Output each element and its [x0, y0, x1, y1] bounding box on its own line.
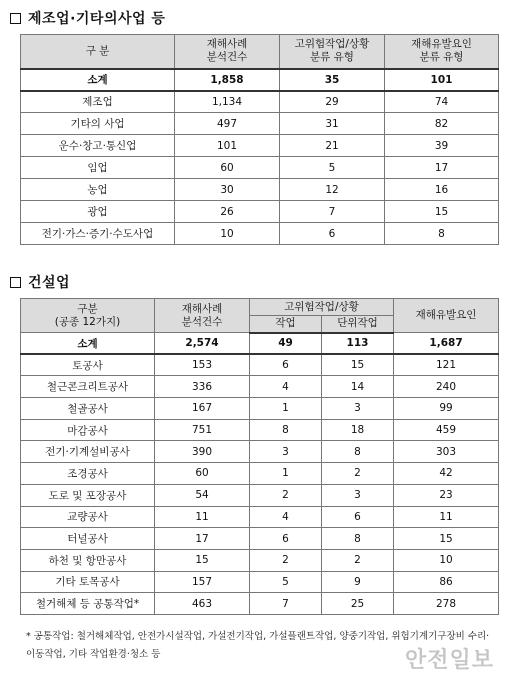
- row-value: 31: [280, 113, 385, 135]
- row-value: 497: [175, 113, 280, 135]
- row-value: 390: [155, 441, 250, 463]
- row-label: 철골공사: [21, 398, 155, 420]
- section-title-text: 건설업: [28, 275, 71, 291]
- row-value: 10: [394, 549, 499, 571]
- header-factor-type: 재해유발요인 분류 유형: [385, 35, 499, 69]
- row-value: 2,574: [155, 333, 250, 355]
- table-row: [21, 528, 499, 550]
- row-label: 기타 토목공사: [21, 571, 155, 593]
- row-value: 4: [250, 376, 322, 398]
- row-value: 99: [394, 398, 499, 420]
- row-value: 60: [175, 157, 280, 179]
- row-value: 21: [280, 135, 385, 157]
- row-value: 11: [155, 506, 250, 528]
- row-label: 기타의 사업: [21, 113, 175, 135]
- table-row: [21, 354, 499, 376]
- table-row: [21, 398, 499, 420]
- table-row: [21, 157, 499, 179]
- row-label: 하천 및 항만공사: [21, 549, 155, 571]
- table-row: [21, 69, 499, 91]
- row-value: 15: [385, 201, 499, 223]
- row-value: 113: [322, 333, 394, 355]
- row-label: 제조업: [21, 91, 175, 113]
- row-label: 소계: [21, 69, 175, 91]
- row-value: 101: [385, 69, 499, 91]
- row-value: 60: [155, 463, 250, 485]
- row-value: 3: [322, 398, 394, 420]
- row-value: 86: [394, 571, 499, 593]
- manufacturing-table: [20, 34, 499, 245]
- row-label: 도로 및 포장공사: [21, 484, 155, 506]
- table-row: [21, 91, 499, 113]
- row-value: 3: [322, 484, 394, 506]
- table-row: [21, 571, 499, 593]
- row-value: 4: [250, 506, 322, 528]
- header-cases: 재해사례 분석건수: [155, 299, 250, 333]
- row-value: 153: [155, 354, 250, 376]
- watermark-logo: 안전일보: [404, 648, 494, 673]
- row-value: 5: [250, 571, 322, 593]
- row-value: 25: [322, 593, 394, 615]
- row-value: 240: [394, 376, 499, 398]
- table-row: [21, 376, 499, 398]
- table-row: [21, 506, 499, 528]
- header-factor: 재해유발요인: [394, 299, 499, 333]
- table-row: [21, 201, 499, 223]
- row-label: 운수·창고·통신업: [21, 135, 175, 157]
- row-label: 조경공사: [21, 463, 155, 485]
- row-value: 6: [322, 506, 394, 528]
- row-value: 29: [280, 91, 385, 113]
- row-value: 3: [250, 441, 322, 463]
- row-label: 터널공사: [21, 528, 155, 550]
- row-value: 2: [322, 463, 394, 485]
- table-row: [21, 135, 499, 157]
- row-value: 74: [385, 91, 499, 113]
- row-value: 2: [250, 549, 322, 571]
- row-value: 15: [155, 549, 250, 571]
- square-bullet-icon: [10, 277, 21, 288]
- footnote: * 공통작업: 철거해체작업, 안전가시설작업, 가설전기작업, 가설플랜트작업, 양중기작업, 위험기계기구장비 수리·이동작업, 기타 작업환경·청소 등: [26, 631, 490, 660]
- row-value: 15: [322, 354, 394, 376]
- section-title-manufacturing: [10, 8, 165, 28]
- row-label: 임업: [21, 157, 175, 179]
- section-title-construction: [10, 272, 70, 292]
- row-value: 2: [250, 484, 322, 506]
- row-value: 16: [385, 179, 499, 201]
- row-value: 6: [250, 354, 322, 376]
- row-value: 6: [280, 223, 385, 245]
- row-value: 15: [394, 528, 499, 550]
- row-label: 교량공사: [21, 506, 155, 528]
- row-label: 철근콘크리트공사: [21, 376, 155, 398]
- row-value: 8: [250, 419, 322, 441]
- row-value: 26: [175, 201, 280, 223]
- header-risk: 고위험작업/상황: [250, 299, 394, 316]
- row-value: 7: [250, 593, 322, 615]
- row-value: 10: [175, 223, 280, 245]
- row-value: 18: [322, 419, 394, 441]
- row-value: 7: [280, 201, 385, 223]
- row-value: 17: [385, 157, 499, 179]
- row-label: 토공사: [21, 354, 155, 376]
- construction-table: [20, 298, 499, 615]
- row-value: 157: [155, 571, 250, 593]
- row-value: 459: [394, 419, 499, 441]
- row-value: 17: [155, 528, 250, 550]
- row-value: 121: [394, 354, 499, 376]
- square-bullet-icon: [10, 13, 21, 24]
- row-value: 1,134: [175, 91, 280, 113]
- header-risk-type: 고위험작업/상황 분류 유형: [280, 35, 385, 69]
- header-cases: 재해사례 분석건수: [175, 35, 280, 69]
- row-value: 1: [250, 463, 322, 485]
- header-risk-unit-work: 단위작업: [322, 316, 394, 333]
- row-value: 14: [322, 376, 394, 398]
- table-row: [21, 223, 499, 245]
- row-value: 1,858: [175, 69, 280, 91]
- row-value: 303: [394, 441, 499, 463]
- row-value: 54: [155, 484, 250, 506]
- table-row: [21, 333, 499, 355]
- table-row: [21, 593, 499, 615]
- row-value: 336: [155, 376, 250, 398]
- row-label: 농업: [21, 179, 175, 201]
- row-value: 8: [322, 528, 394, 550]
- row-value: 8: [322, 441, 394, 463]
- row-value: 6: [250, 528, 322, 550]
- row-label: 마감공사: [21, 419, 155, 441]
- row-label: 광업: [21, 201, 175, 223]
- row-value: 8: [385, 223, 499, 245]
- row-label: 철거해체 등 공통작업*: [21, 593, 155, 615]
- table-row: [21, 419, 499, 441]
- table-row: [21, 441, 499, 463]
- table-row: [21, 463, 499, 485]
- header-category: 구 분: [21, 35, 175, 69]
- row-value: 167: [155, 398, 250, 420]
- row-value: 23: [394, 484, 499, 506]
- row-value: 39: [385, 135, 499, 157]
- header-work-type: 구분 (공종 12가지): [21, 299, 155, 333]
- row-value: 12: [280, 179, 385, 201]
- row-value: 5: [280, 157, 385, 179]
- row-value: 1: [250, 398, 322, 420]
- row-value: 30: [175, 179, 280, 201]
- table-row: [21, 179, 499, 201]
- row-value: 11: [394, 506, 499, 528]
- row-value: 278: [394, 593, 499, 615]
- row-label: 전기·기계설비공사: [21, 441, 155, 463]
- table-row: [21, 549, 499, 571]
- row-value: 2: [322, 549, 394, 571]
- row-label: 소계: [21, 333, 155, 355]
- row-value: 35: [280, 69, 385, 91]
- header-risk-work: 작업: [250, 316, 322, 333]
- row-value: 463: [155, 593, 250, 615]
- section-title-text: 제조업·기타의사업 등: [28, 11, 166, 27]
- row-value: 101: [175, 135, 280, 157]
- row-value: 9: [322, 571, 394, 593]
- row-label: 전기·가스·증기·수도사업: [21, 223, 175, 245]
- row-value: 1,687: [394, 333, 499, 355]
- row-value: 82: [385, 113, 499, 135]
- row-value: 751: [155, 419, 250, 441]
- table-row: [21, 484, 499, 506]
- row-value: 49: [250, 333, 322, 355]
- table-row: [21, 113, 499, 135]
- row-value: 42: [394, 463, 499, 485]
